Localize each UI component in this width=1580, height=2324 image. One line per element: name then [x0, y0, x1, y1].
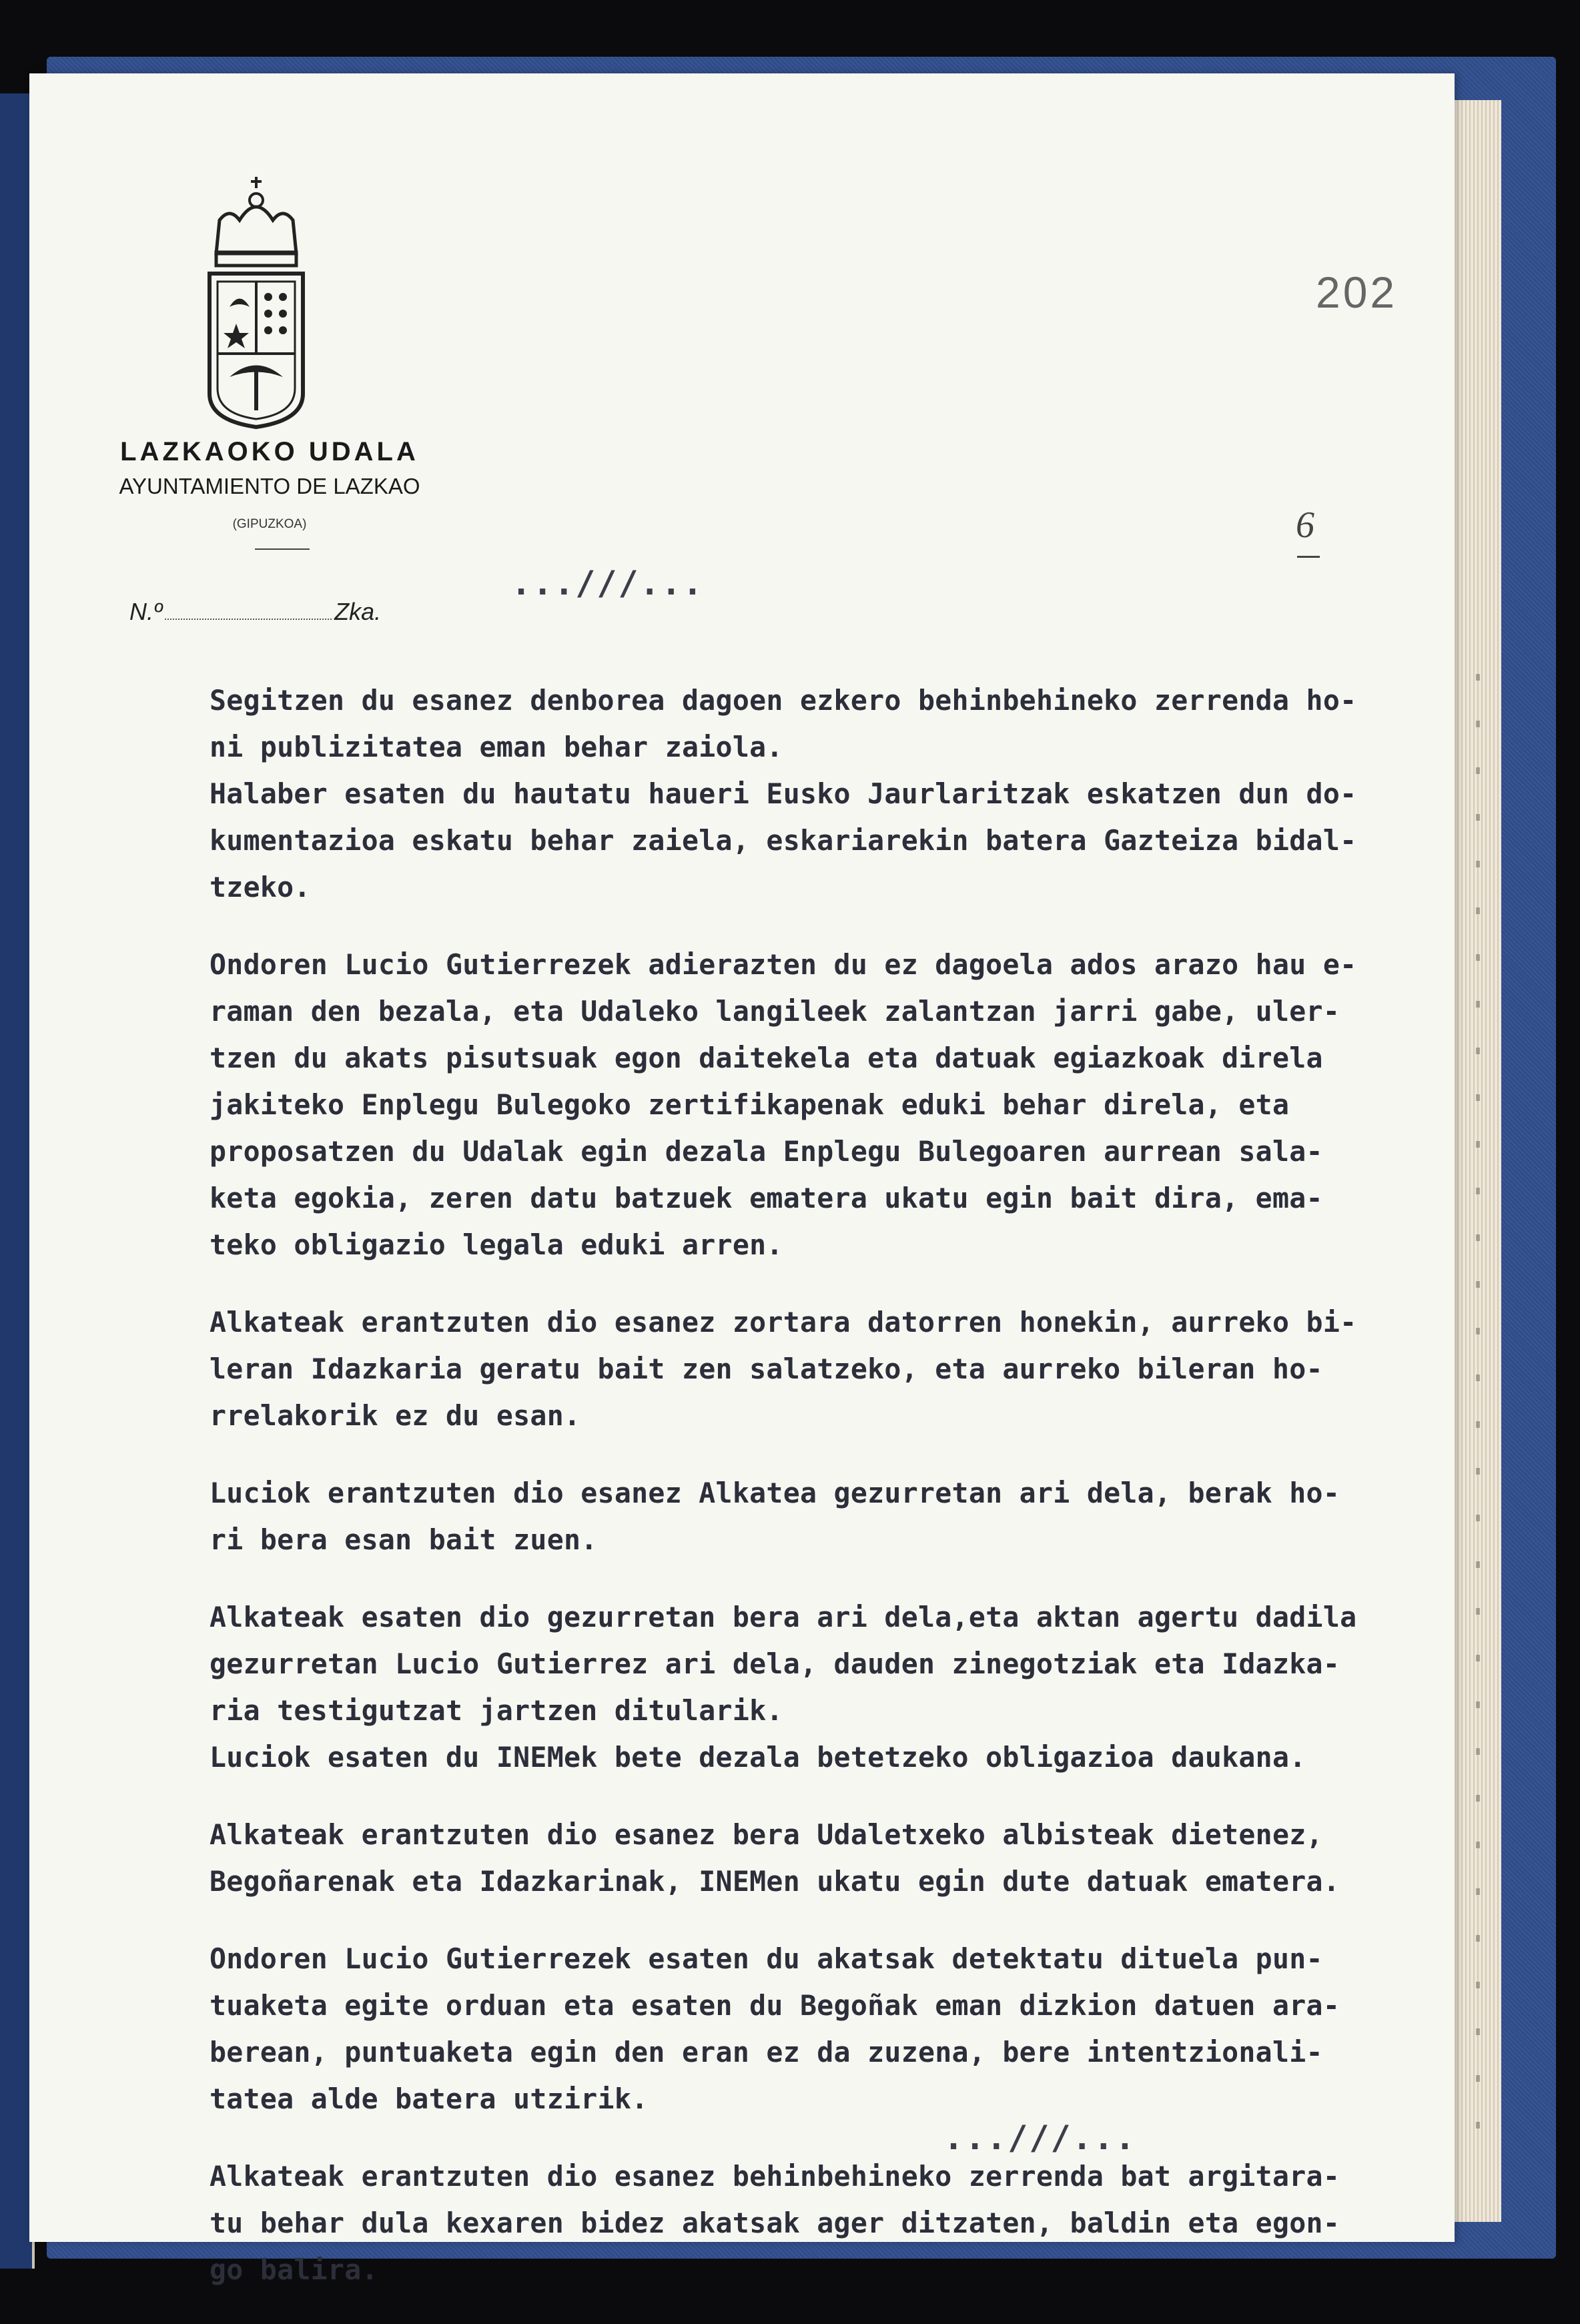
- margin-ticks: [1476, 674, 1480, 2142]
- ref-prefix: N.º: [129, 598, 163, 625]
- paragraph: [210, 1470, 1477, 1563]
- paragraph: [210, 1936, 1477, 2122]
- text-line: Alkateak erantzuten dio esanez behinbehineko zerrenda bat argitara-: [210, 2160, 1340, 2193]
- coat-of-arms-icon: [189, 153, 323, 434]
- municipality-subtitle: AYUNTAMIENTO DE LAZKAO: [119, 474, 420, 498]
- text-line: Luciok esaten du INEMek bete dezala betetzeko obligazioa daukana.: [210, 1741, 1306, 1774]
- paragraph: [210, 941, 1477, 1268]
- text-line: Halaber esaten du hautatu haueri Eusko Jaurlaritzak eskatzen dun do-: [210, 777, 1357, 810]
- text-line: tatea alde batera utzirik.: [210, 2082, 649, 2115]
- page-number: 202: [1316, 268, 1398, 317]
- paragraph: [210, 1812, 1477, 1905]
- text-line: jakiteko Enplegu Bulegoko zertifikapenak eduki behar direla, eta: [210, 1088, 1290, 1121]
- text-line: raman den bezala, eta Udaleko langileek zalantzan jarri gabe, uler-: [210, 995, 1340, 1028]
- ref-suffix: Zka.: [334, 598, 382, 625]
- text-line: Alkateak erantzuten dio esanez bera Udaletxeko albisteak dietenez,: [210, 1818, 1323, 1851]
- text-line: proposatzen du Udalak egin dezala Enplegu Bulegoaren aurrean sala-: [210, 1135, 1323, 1168]
- paragraph: [210, 1594, 1477, 1781]
- paragraph: [210, 677, 1477, 911]
- text-line: tzen du akats pisutsuak egon daitekela eta datuak egiazkoak direla: [210, 1042, 1323, 1074]
- continuation-mark-bottom: ...///...: [943, 2118, 1136, 2157]
- document-body: [210, 677, 1477, 2324]
- text-line: ri bera esan bait zuen.: [210, 1523, 598, 1556]
- text-line: Begoñarenak eta Idazkarinak, INEMen ukatu egin dute datuak ematera.: [210, 1865, 1340, 1898]
- text-line: keta egokia, zeren datu batzuek ematera ukatu egin bait dira, ema-: [210, 1182, 1323, 1214]
- ref-dotted-line: [165, 617, 332, 620]
- text-line: ria testigutzat jartzen ditularik.: [210, 1694, 783, 1727]
- text-line: Segitzen du esanez denborea dagoen ezkero behinbehineko zerrenda ho-: [210, 684, 1357, 717]
- municipality-name: LAZKAOKO UDALA: [120, 437, 419, 466]
- text-line: gezurretan Lucio Gutierrez ari dela, dauden zinegotziak eta Idazka-: [210, 1647, 1340, 1680]
- letterhead-divider: [255, 548, 310, 550]
- continuation-mark-top: ...///...: [511, 564, 704, 603]
- handwritten-mark: 6: [1296, 504, 1314, 546]
- text-line: Alkateak esaten dio gezurretan bera ari dela,eta aktan agertu dadila: [210, 1601, 1357, 1633]
- text-line: tzeko.: [210, 871, 311, 903]
- text-line: tu behar dula kexaren bidez akatsak ager ditzaten, baldin eta egon-: [210, 2207, 1340, 2239]
- text-line: teko obligazio legala eduki arren.: [210, 1228, 783, 1261]
- text-line: ni publizitatea eman behar zaiola.: [210, 731, 783, 763]
- text-line: Alkateak erantzuten dio esanez zortara datorren honekin, aurreko bi-: [210, 1306, 1357, 1338]
- reference-number-field: [129, 598, 381, 626]
- document-page: [29, 73, 1455, 2286]
- province-label: (GIPUZKOA): [232, 517, 307, 531]
- text-line: leran Idazkaria geratu bait zen salatzeko, eta aurreko bileran ho-: [210, 1352, 1323, 1385]
- text-line: rrelakorik ez du esan.: [210, 1399, 581, 1432]
- text-line: Luciok erantzuten dio esanez Alkatea gezurretan ari dela, berak ho-: [210, 1477, 1340, 1509]
- paragraph: [210, 1299, 1477, 1439]
- text-line: Ondoren Lucio Gutierrezek esaten du akatsak detektatu dituela pun-: [210, 1942, 1323, 1975]
- text-line: berean, puntuaketa egin den eran ez da zuzena, bere intentzionali-: [210, 2036, 1323, 2068]
- text-line: Ondoren Lucio Gutierrezek adierazten du ez dagoela ados arazo hau e-: [210, 948, 1357, 981]
- text-line: go balira.: [210, 2253, 378, 2286]
- paragraph: [210, 2153, 1477, 2293]
- text-line: tuaketa egite orduan eta esaten du Begoñak eman dizkion datuen ara-: [210, 1989, 1340, 2022]
- text-line: kumentazioa eskatu behar zaiela, eskariarekin batera Gazteiza bidal-: [210, 824, 1357, 857]
